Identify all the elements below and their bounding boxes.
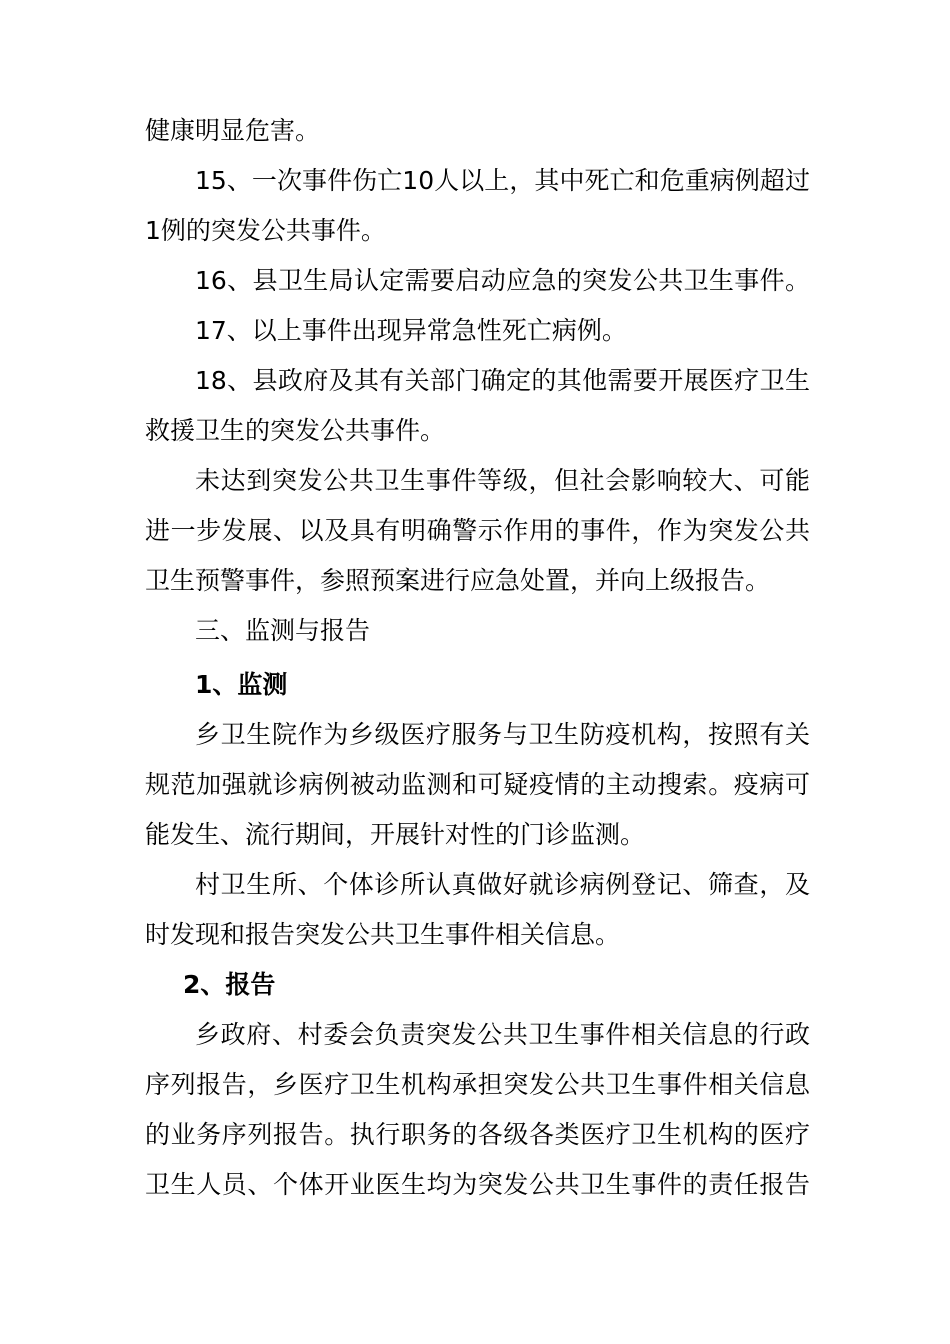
list-item-17: 17、以上事件出现异常急性死亡病例。 [195,316,627,345]
monitoring-paragraph-line-2: 规范加强就诊病例被动监测和可疑疫情的主动搜索。疫病可 [145,770,810,799]
warning-paragraph-line-3: 卫生预警事件，参照预案进行应急处置，并向上级报告。 [145,566,771,595]
warning-paragraph-line-1: 未达到突发公共卫生事件等级，但社会影响较大、可能 [195,466,810,495]
subheading-reporting: 2、报告 [183,970,276,999]
reporting-paragraph-line-2: 序列报告，乡医疗卫生机构承担突发公共卫生事件相关信息 [145,1070,810,1099]
subheading-monitoring: 1、监测 [195,670,288,699]
reporting-paragraph-line-1: 乡政府、村委会负责突发公共卫生事件相关信息的行政 [195,1020,810,1049]
clinic-paragraph-line-2: 时发现和报告突发公共卫生事件相关信息。 [145,920,621,949]
reporting-paragraph-line-3: 的业务序列报告。执行职务的各级各类医疗卫生机构的医疗 [145,1120,810,1149]
list-item-18-line-2: 救援卫生的突发公共事件。 [145,416,446,445]
monitoring-paragraph-line-3: 能发生、流行期间，开展针对性的门诊监测。 [145,820,646,849]
section-heading-monitoring-and-reporting: 三、监测与报告 [195,616,371,645]
paragraph-line: 健康明显危害。 [145,116,321,145]
list-item-16: 16、县卫生局认定需要启动应急的突发公共卫生事件。 [195,266,810,295]
reporting-paragraph-line-4: 卫生人员、个体开业医生均为突发公共卫生事件的责任报告 [145,1170,810,1199]
clinic-paragraph-line-1: 村卫生所、个体诊所认真做好就诊病例登记、筛查，及 [195,870,810,899]
monitoring-paragraph-line-1: 乡卫生院作为乡级医疗服务与卫生防疫机构，按照有关 [195,720,810,749]
list-item-18-line-1: 18、县政府及其有关部门确定的其他需要开展医疗卫生 [195,366,810,395]
document-page [145,106,810,1210]
list-item-15-line-2: 1例的突发公共事件。 [145,216,386,245]
list-item-15-line-1: 15、一次事件伤亡10人以上，其中死亡和危重病例超过 [195,166,810,195]
warning-paragraph-line-2: 进一步发展、以及具有明确警示作用的事件，作为突发公共 [145,516,810,545]
